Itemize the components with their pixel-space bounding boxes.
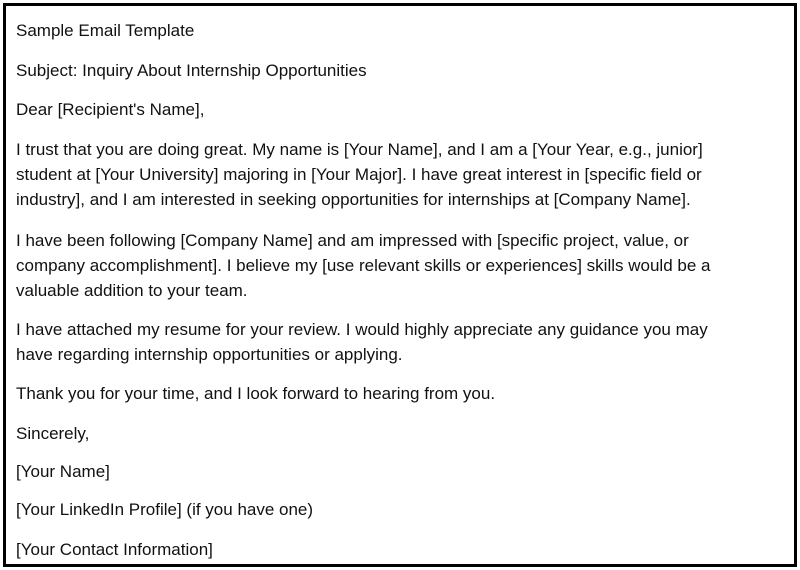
body-line: I trust that you are doing great. My name is [Your Name], and I am a [Your Year, e.g., junior] <box>16 140 703 159</box>
template-frame <box>3 3 797 567</box>
closing-line: Sincerely, <box>16 424 90 443</box>
body-line: company accomplishment]. I believe my [use relevant skills or experiences] skills would be a <box>16 256 711 275</box>
body-line: industry], and I am interested in seeking opportunities for internships at [Company Name]. <box>16 190 691 209</box>
thanks-line: Thank you for your time, and I look forward to hearing from you. <box>16 384 496 403</box>
signature-linkedin: [Your LinkedIn Profile] (if you have one) <box>16 500 314 519</box>
template-title: Sample Email Template <box>16 21 195 40</box>
body-line: have regarding internship opportunities or applying. <box>16 345 403 364</box>
signature-contact: [Your Contact Information] <box>16 540 213 559</box>
body-paragraph-resume <box>16 317 786 367</box>
body-line: I have attached my resume for your review. I would highly appreciate any guidance you may <box>16 320 708 339</box>
body-paragraph-interest <box>16 228 786 303</box>
email-subject-line: Subject: Inquiry About Internship Opportunities <box>16 61 367 80</box>
signature-name: [Your Name] <box>16 462 110 481</box>
body-paragraph-intro <box>16 137 786 212</box>
body-line: I have been following [Company Name] and am impressed with [specific project, value, or <box>16 231 689 250</box>
body-line: student at [Your University] majoring in [Your Major]. I have great interest in [specific field or <box>16 165 702 184</box>
body-line: valuable addition to your team. <box>16 281 248 300</box>
email-greeting: Dear [Recipient's Name], <box>16 100 205 119</box>
